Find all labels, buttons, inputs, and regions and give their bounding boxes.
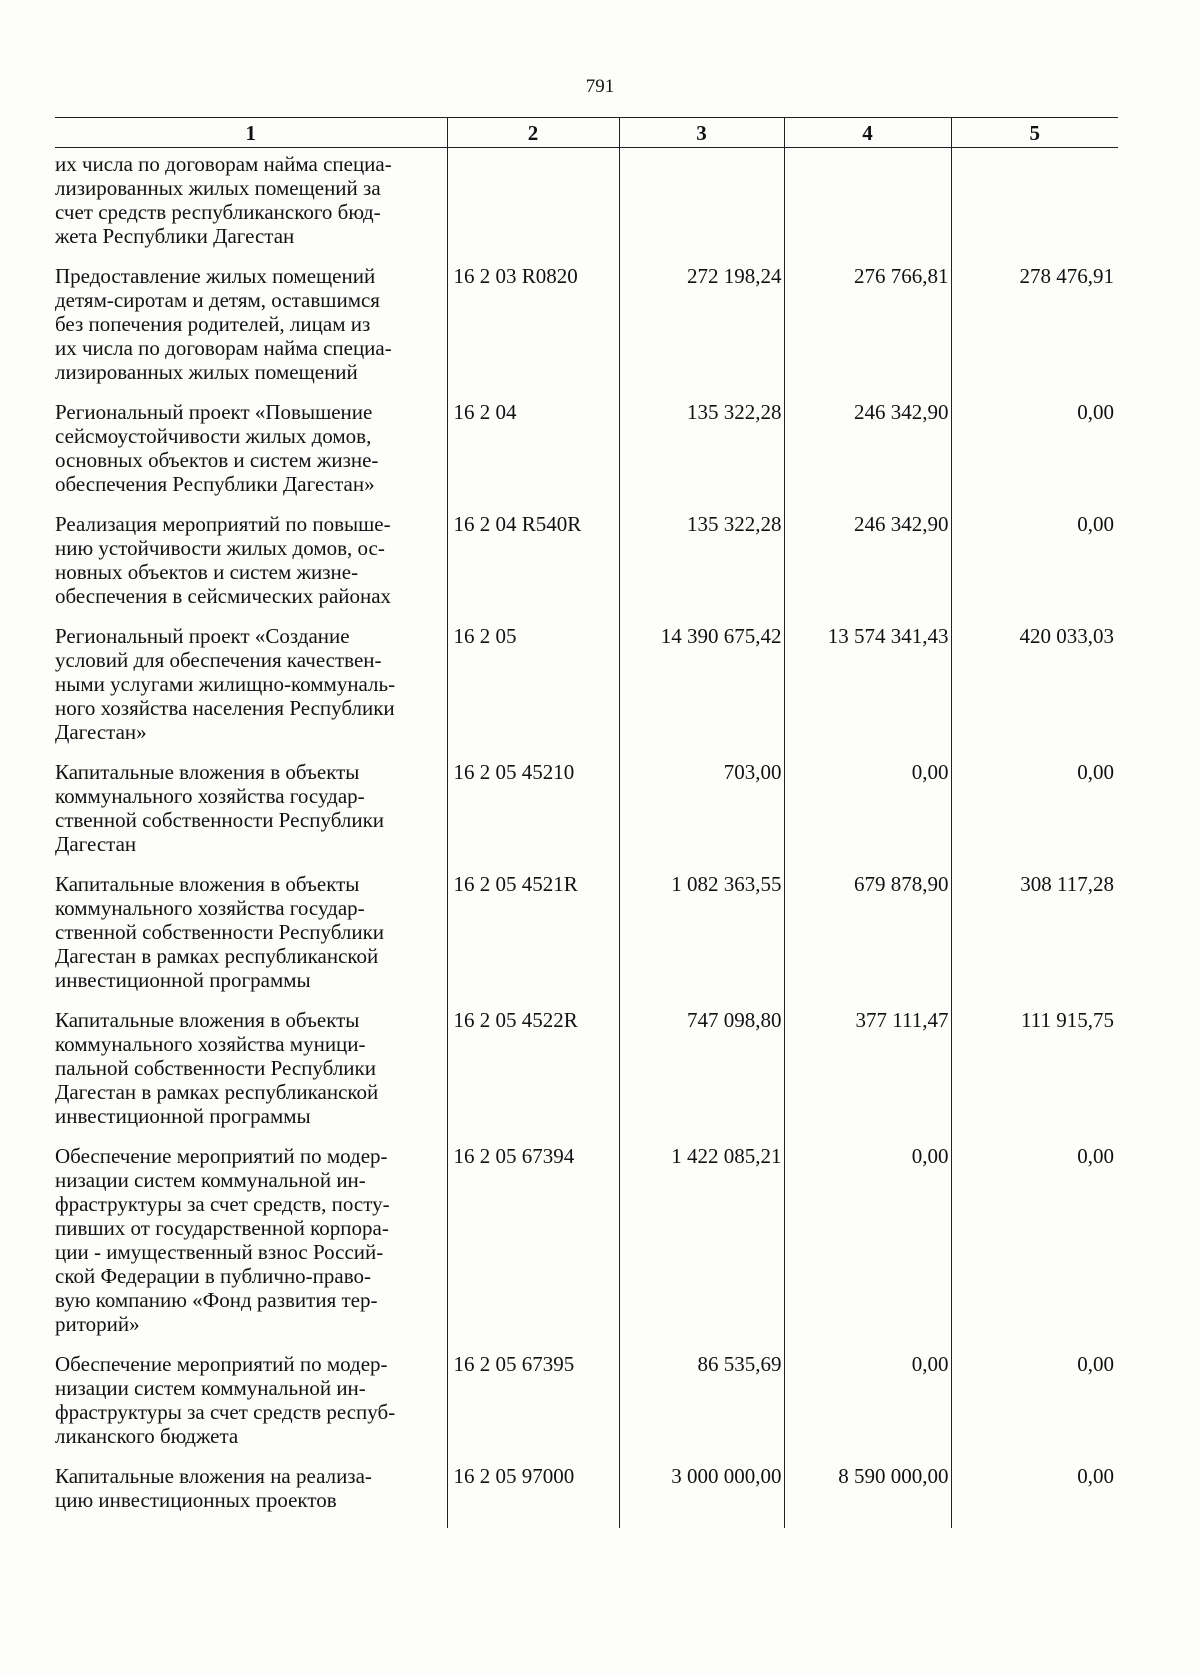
budget-table [55,117,1118,1528]
row-name-cell: Капитальные вложения в объекты коммунального хозяйства муници- пальной собственности Республики Дагестан в рамках республиканской инвестиционной программы [55,1008,379,1128]
row-value-col3: 703,00 [619,760,784,872]
table-row [55,264,1118,400]
row-code-cell: 16 2 03 R0820 [447,264,619,400]
row-value-col3: 14 390 675,42 [619,624,784,760]
row-code-cell [447,148,619,265]
table-row [55,760,1118,872]
row-value-col5: 0,00 [951,1144,1118,1352]
row-name-cell: Предоставление жилых помещений детям-сиротам и детям, оставшимся без попечения родителей, лицам из их числа по договорам найма специа- лизированных жилых помещений [55,264,392,384]
row-value-col4: 13 574 341,43 [784,624,951,760]
table-row [55,1008,1118,1144]
row-code-cell: 16 2 05 67395 [447,1352,619,1464]
header-row [55,118,1118,148]
row-code-cell: 16 2 05 67394 [447,1144,619,1352]
row-value-col5: 0,00 [951,512,1118,624]
row-name-cell: Обеспечение мероприятий по модер- низации систем коммунальной ин- фраструктуры за счет средств, посту- пивших от государственной корпора- ции - имущественный взнос Россий- ской Федерации в публично-право- вую компанию «Фонд развития тер- риторий» [55,1144,390,1336]
row-value-col4: 8 590 000,00 [784,1464,951,1528]
row-value-col4: 0,00 [784,1144,951,1352]
table-row [55,872,1118,1008]
row-value-col5: 0,00 [951,1352,1118,1464]
row-name-cell: Региональный проект «Создание условий для обеспечения качествен- ными услугами жилищно-коммуналь- ного хозяйства населения Республики Дагестан» [55,624,396,744]
table-row [55,1352,1118,1464]
row-code-cell: 16 2 05 4521R [447,872,619,1008]
row-value-col4: 246 342,90 [784,400,951,512]
row-name-cell: Реализация мероприятий по повыше- нию устойчивости жилых домов, ос- новных объектов и систем жизне- обеспечения в сейсмических районах [55,512,392,608]
row-value-col3 [619,148,784,265]
row-value-col4: 276 766,81 [784,264,951,400]
row-value-col5: 278 476,91 [951,264,1118,400]
row-value-col4: 0,00 [784,1352,951,1464]
table-row [55,512,1118,624]
row-value-col5: 0,00 [951,760,1118,872]
column-header-1: 1 [55,118,447,148]
row-value-col3: 3 000 000,00 [619,1464,784,1528]
row-code-cell: 16 2 05 [447,624,619,760]
row-name-cell: Обеспечение мероприятий по модер- низации систем коммунальной ин- фраструктуры за счет средств респуб- ликанского бюджета [55,1352,396,1448]
table-row [55,624,1118,760]
row-value-col3: 1 422 085,21 [619,1144,784,1352]
column-header-4: 4 [784,118,951,148]
row-value-col3: 135 322,28 [619,512,784,624]
row-code-cell: 16 2 05 4522R [447,1008,619,1144]
row-value-col3: 135 322,28 [619,400,784,512]
row-name-cell: Капитальные вложения в объекты коммунального хозяйства государ- ственной собственности Республики Дагестан в рамках республиканской инвестиционной программы [55,872,385,992]
row-value-col3: 747 098,80 [619,1008,784,1144]
row-value-col4: 679 878,90 [784,872,951,1008]
row-value-col3: 1 082 363,55 [619,872,784,1008]
table-row [55,400,1118,512]
table-row [55,1144,1118,1352]
row-value-col5 [951,148,1118,265]
row-value-col5: 0,00 [951,1464,1118,1528]
row-value-col3: 86 535,69 [619,1352,784,1464]
row-name-cell: Капитальные вложения на реализа- цию инвестиционных проектов [55,1464,372,1512]
column-header-5: 5 [951,118,1118,148]
row-code-cell: 16 2 05 45210 [447,760,619,872]
row-value-col4: 377 111,47 [784,1008,951,1144]
row-value-col5: 420 033,03 [951,624,1118,760]
row-value-col3: 272 198,24 [619,264,784,400]
table-row [55,148,1118,265]
row-code-cell: 16 2 04 [447,400,619,512]
column-header-2: 2 [447,118,619,148]
row-value-col4: 246 342,90 [784,512,951,624]
row-name-cell: их числа по договорам найма специа- лизированных жилых помещений за счет средств республиканского бюд- жета Республики Дагестан [55,152,392,248]
row-value-col5: 308 117,28 [951,872,1118,1008]
table-body [55,148,1118,1529]
row-name-cell: Региональный проект «Повышение сейсмоустойчивости жилых домов, основных объектов и систем жизне- обеспечения Республики Дагестан» [55,400,379,496]
table-row [55,1464,1118,1528]
row-value-col4: 0,00 [784,760,951,872]
page-number: 791 [585,76,615,97]
row-code-cell: 16 2 05 97000 [447,1464,619,1528]
row-value-col5: 0,00 [951,400,1118,512]
row-value-col4 [784,148,951,265]
column-header-3: 3 [619,118,784,148]
row-name-cell: Капитальные вложения в объекты коммунального хозяйства государ- ственной собственности Республики Дагестан [55,760,385,856]
row-value-col5: 111 915,75 [951,1008,1118,1144]
row-code-cell: 16 2 04 R540R [447,512,619,624]
